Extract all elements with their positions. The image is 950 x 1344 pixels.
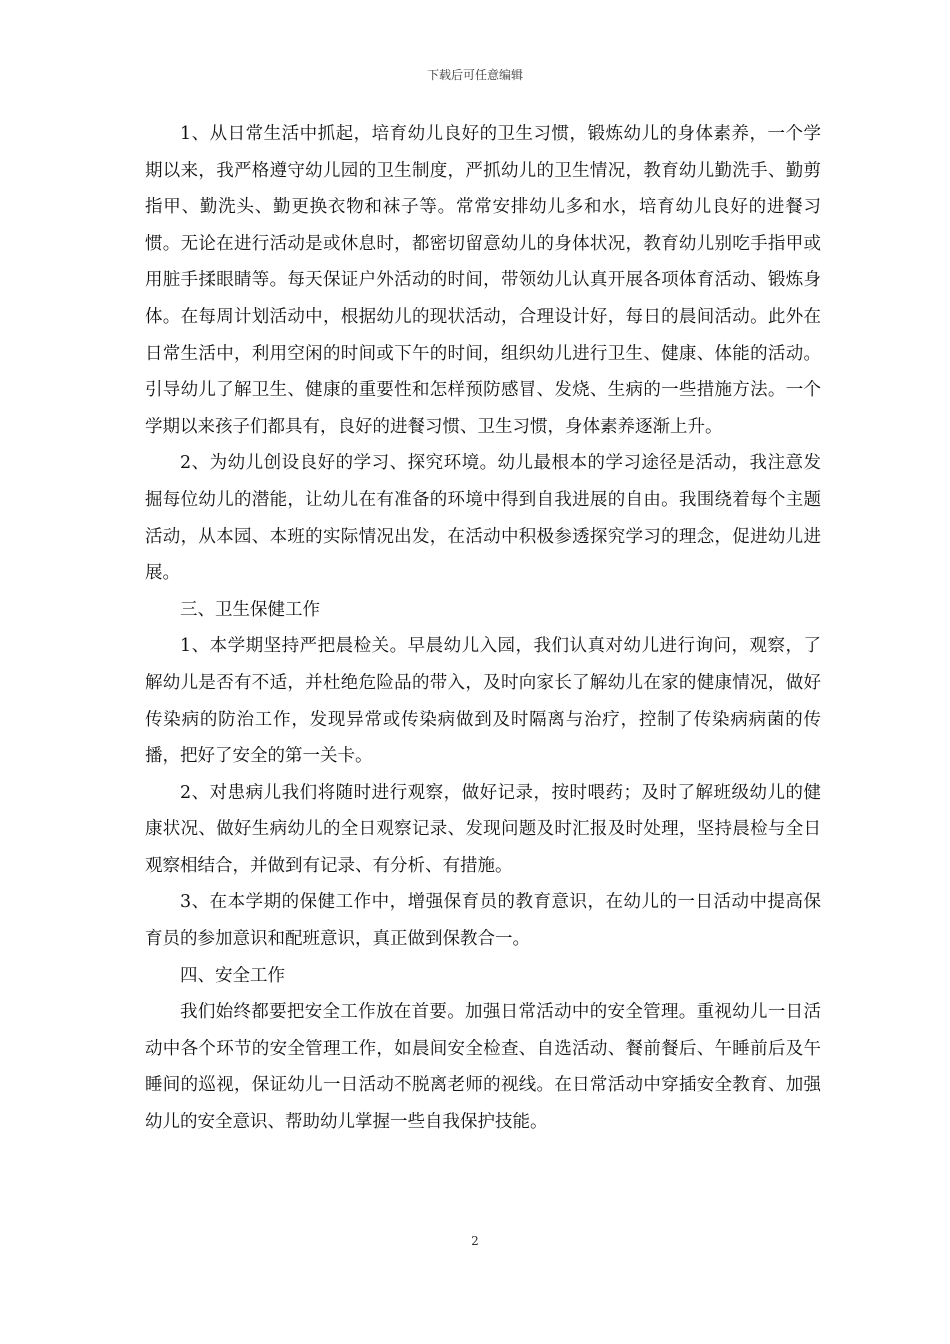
section-heading-health-care: 三、卫生保健工作 bbox=[180, 599, 320, 620]
document-body bbox=[145, 116, 821, 1141]
paragraph-morning-check: 1、本学期坚持严把晨检关。早晨幼儿入园，我们认真对幼儿进行询问，观察，了解幼儿是否有不适，并杜绝危险品的带入，及时向家长了解幼儿在家的健康情况，做好传染病的防治工作，发现异常或传染病做到及时隔离与治疗，控制了传染病病菌的传播，把好了安全的第一关卡。 bbox=[145, 636, 821, 767]
paragraph-learning-environment: 2、为幼儿创设良好的学习、探究环境。幼儿最根本的学习途径是活动，我注意发掘每位幼儿的潜能，让幼儿在有准备的环境中得到自我进展的自由。我围绕着每个主题活动，从本园、本班的实际情况出发，在活动中积极参透探究学习的理念，促进幼儿进展。 bbox=[145, 453, 821, 584]
page-number: 2 bbox=[471, 1234, 479, 1248]
section-heading-safety: 四、安全工作 bbox=[180, 965, 285, 986]
paragraph-safety-work: 我们始终都要把安全工作放在首要。加强日常活动中的安全管理。重视幼儿一日活动中各个环节的安全管理工作，如晨间安全检查、自选活动、餐前餐后、午睡前后及午睡间的巡视，保证幼儿一日活动不脱离老师的视线。在日常活动中穿插安全教育、加强幼儿的安全意识、帮助幼儿掌握一些自我保护技能。 bbox=[145, 1002, 821, 1133]
page-header: 下载后可任意编辑 bbox=[426, 68, 523, 82]
paragraph-hygiene-habits: 1、从日常生活中抓起，培育幼儿良好的卫生习惯，锻炼幼儿的身体素养，一个学期以来，我严格遵守幼儿园的卫生制度，严抓幼儿的卫生情况，教育幼儿勤洗手、勤剪指甲、勤洗头、勤更换衣物和袜子等。常常安排幼儿多和水，培育幼儿良好的进餐习惯。无论在进行活动是或休息时，都密切留意幼儿的身体状况，教育幼儿别吃手指甲或用脏手揉眼睛等。每天保证户外活动的时间，带领幼儿认真开展各项体育活动、锻炼身体。在每周计划活动中，根据幼儿的现状活动，合理设计好，每日的晨间活动。此外在日常生活中，利用空闲的时间或下午的时间，组织幼儿进行卫生、健康、体能的活动。引导幼儿了解卫生、健康的重要性和怎样预防感冒、发烧、生病的一些措施方法。一个学期以来孩子们都具有，良好的进餐习惯、卫生习惯，身体素养逐渐上升。 bbox=[145, 124, 821, 437]
paragraph-caregiver-awareness: 3、在本学期的保健工作中，增强保育员的教育意识，在幼儿的一日活动中提高保育员的参加意识和配班意识，真正做到保教合一。 bbox=[145, 892, 821, 950]
paragraph-sick-children: 2、对患病儿我们将随时进行观察，做好记录，按时喂药；及时了解班级幼儿的健康状况、做好生病幼儿的全日观察记录、发现问题及时汇报及时处理，坚持晨检与全日观察相结合，并做到有记录、有分析、有措施。 bbox=[145, 782, 821, 876]
